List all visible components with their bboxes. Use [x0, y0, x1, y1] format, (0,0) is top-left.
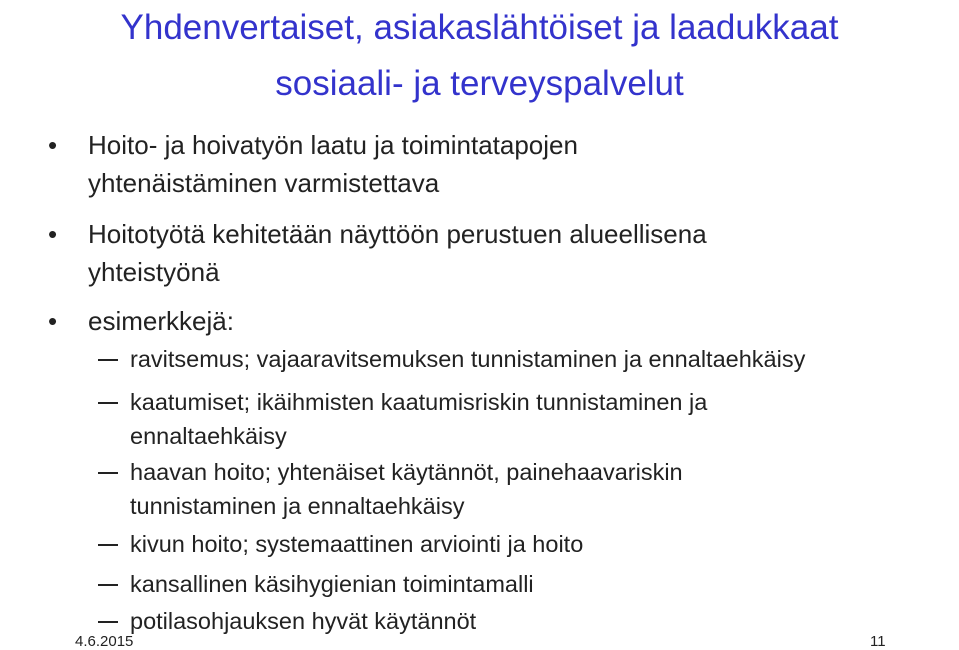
dash-marker — [98, 544, 118, 546]
subitem-line: ravitsemus; vajaaravitsemuksen tunnistaminen ja ennaltaehkäisy — [130, 346, 806, 372]
subitem-line: kansallinen käsihygienian toimintamalli — [130, 571, 534, 597]
subitem-line: tunnistaminen ja ennaltaehkäisy — [130, 493, 465, 519]
bullet-marker: • — [48, 306, 58, 336]
bullet-line: Hoito- ja hoivatyön laatu ja toimintatapojen — [88, 130, 578, 160]
bullet-line: yhtenäistäminen varmistettava — [88, 168, 440, 198]
dash-marker — [98, 584, 118, 586]
dash-marker — [98, 402, 118, 404]
bullet-line: esimerkkejä: — [88, 306, 234, 336]
bullet-marker: • — [48, 130, 58, 160]
bullet-item-quality — [88, 126, 918, 202]
subitem-hand-hygiene — [130, 567, 930, 601]
dash-marker — [98, 359, 118, 361]
bullet-item-development — [88, 215, 918, 291]
page-number: 11 — [870, 633, 886, 650]
slide-title-line-1: Yhdenvertaiset, asiakaslähtöiset ja laadukkaat — [120, 8, 839, 47]
bullet-marker: • — [48, 219, 58, 249]
footer-date: 4.6.2015 — [75, 633, 134, 650]
subitem-nutrition — [130, 342, 930, 376]
subitem-line: ennaltaehkäisy — [130, 423, 287, 449]
slide-title — [0, 0, 959, 112]
subitem-line: kaatumiset; ikäihmisten kaatumisriskin tunnistaminen ja — [130, 389, 708, 415]
subitem-line: kivun hoito; systemaattinen arviointi ja hoito — [130, 531, 584, 557]
subitem-wound-care — [130, 455, 930, 523]
bullet-line: Hoitotyötä kehitetään näyttöön perustuen alueellisena — [88, 219, 707, 249]
subitem-patient-guidance — [130, 604, 930, 638]
bullet-line: yhteistyönä — [88, 257, 220, 287]
subitem-falls — [130, 385, 930, 453]
dash-marker — [98, 472, 118, 474]
subitem-line: haavan hoito; yhtenäiset käytännöt, painehaavariskin — [130, 459, 683, 485]
subitem-pain-care — [130, 527, 930, 561]
slide-title-line-2: sosiaali- ja terveyspalvelut — [275, 64, 684, 103]
dash-marker — [98, 621, 118, 623]
bullet-item-examples — [88, 302, 918, 340]
subitem-line: potilasohjauksen hyvät käytännöt — [130, 608, 477, 634]
